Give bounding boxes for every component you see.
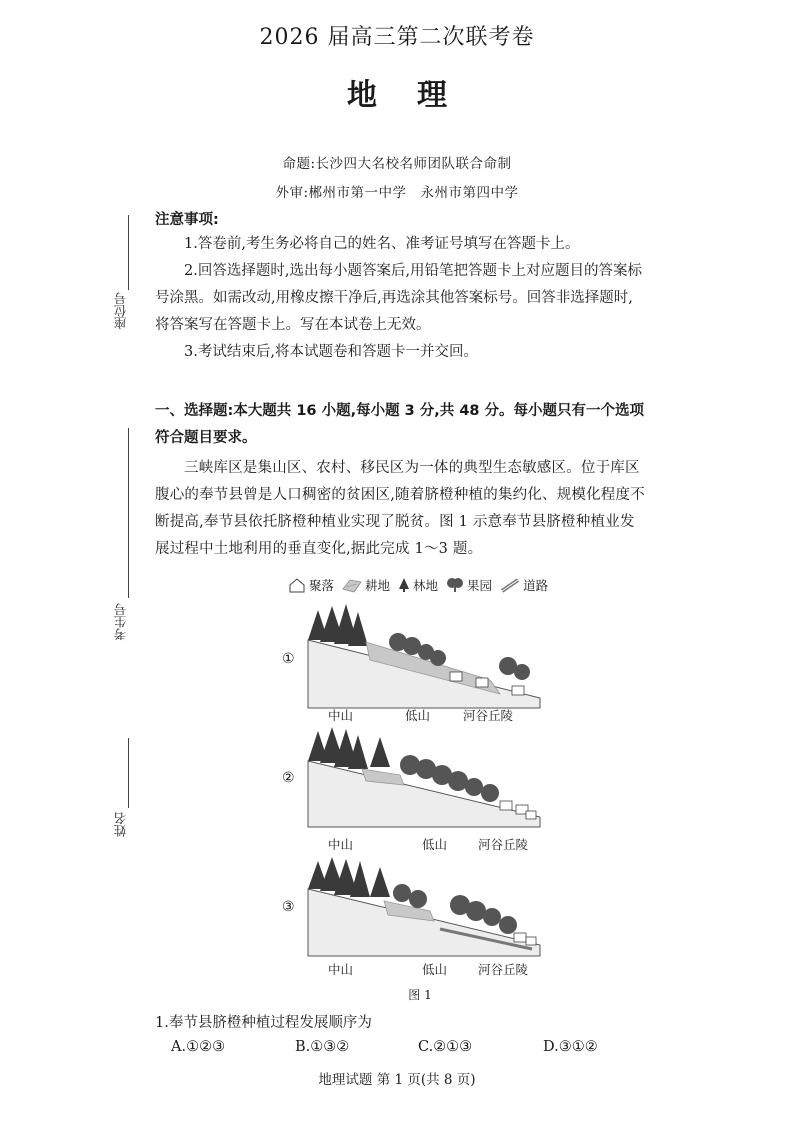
panel-3-number: ③ xyxy=(282,899,295,915)
exam-title: 2026 届高三第二次联考卷 xyxy=(259,25,535,50)
panel-2-label-valley-hills: 河谷丘陵 xyxy=(478,837,529,852)
legend-orchard xyxy=(446,576,492,594)
panel-2-label-mid-mountain: 中山 xyxy=(328,837,354,852)
panel-3-label-valley-hills: 河谷丘陵 xyxy=(478,962,529,977)
question-1-stem: 1.奉节县脐橙种植过程发展顺序为 xyxy=(155,1015,372,1031)
option-d: D.③①② xyxy=(543,1039,598,1055)
option-c: C.②①③ xyxy=(418,1039,473,1055)
panel-2-label-low-mountain: 低山 xyxy=(422,837,448,852)
exam-no-label: 考生号 xyxy=(113,603,128,641)
panel-1-diagram xyxy=(300,602,550,710)
settlement-icon xyxy=(288,577,306,593)
legend-cropland-label: 耕地 xyxy=(365,578,391,593)
panel-1-label-valley-hills: 河谷丘陵 xyxy=(463,708,514,723)
legend-settlement xyxy=(288,576,334,594)
panel-1-number: ① xyxy=(282,651,295,667)
figure-caption: 图 1 xyxy=(408,988,432,1002)
passage-text: 三峡库区是集山区、农村、移民区为一体的典型生态敏感区。位于库区腹心的奉节县曾是人口稠密的贫困区,随着脐橙种植的集约化、规模化程度不断提高,奉节县依托脐橙种植业实现了脱贫。图 1 示意奉节县脐橙种植业发展过程中土地利用的垂直变化,据此完成 1～3 题。 xyxy=(155,460,645,557)
legend-settlement-label: 聚落 xyxy=(309,578,335,593)
seat-line xyxy=(128,215,129,290)
orchard-icon xyxy=(446,577,464,593)
notice-item-2: 2.回答选择题时,选出每小题答案后,用铅笔把答题卡上对应题目的答案标号涂黑。如需改动,用橡皮擦干净后,再选涂其他答案标号。回答非选择题时,将答案写在答题卡上。写在本试卷上无效。 xyxy=(155,263,643,333)
notice-item-1: 1.答卷前,考生务必将自己的姓名、准考证号填写在答题卡上。 xyxy=(184,236,580,252)
figure-legend xyxy=(288,576,552,594)
legend-forest xyxy=(398,576,438,594)
author-line: 命题:长沙四大名校名师团队联合命制 xyxy=(282,156,512,172)
legend-cropland xyxy=(342,576,390,594)
seat-label: 座位号 xyxy=(113,292,128,330)
name-line xyxy=(128,738,129,808)
panel-3-label-low-mountain: 低山 xyxy=(422,962,448,977)
panel-1-label-mid-mountain: 中山 xyxy=(328,708,354,723)
legend-orchard-label: 果园 xyxy=(467,578,493,593)
legend-road xyxy=(500,576,548,594)
panel-2-diagram xyxy=(300,727,550,829)
notice-heading: 注意事项: xyxy=(155,212,219,228)
road-icon xyxy=(500,577,520,593)
option-a: A.①②③ xyxy=(171,1039,226,1055)
cropland-icon xyxy=(342,577,362,593)
review-line: 外审:郴州市第一中学 永州市第四中学 xyxy=(275,185,519,201)
exam-no-line xyxy=(128,428,129,598)
section-heading: 一、选择题:本大题共 16 小题,每小题 3 分,共 48 分。每小题只有一个选项符合题目要求。 xyxy=(155,403,645,446)
panel-1-label-low-mountain: 低山 xyxy=(405,708,431,723)
page-footer: 地理试题 第 1 页(共 8 页) xyxy=(318,1072,476,1088)
legend-forest-label: 林地 xyxy=(413,578,439,593)
forest-icon xyxy=(398,577,410,593)
legend-road-label: 道路 xyxy=(523,578,549,593)
panel-2-number: ② xyxy=(282,770,295,786)
panel-3-diagram xyxy=(300,855,550,958)
notice-block xyxy=(155,231,645,366)
notice-item-3: 3.考试结束后,将本试题卷和答题卡一并交回。 xyxy=(184,344,478,360)
subject-title: 地理 xyxy=(347,78,487,113)
panel-3-label-mid-mountain: 中山 xyxy=(328,962,354,977)
name-label: 姓名 xyxy=(113,812,128,837)
option-b: B.①③② xyxy=(295,1039,350,1055)
